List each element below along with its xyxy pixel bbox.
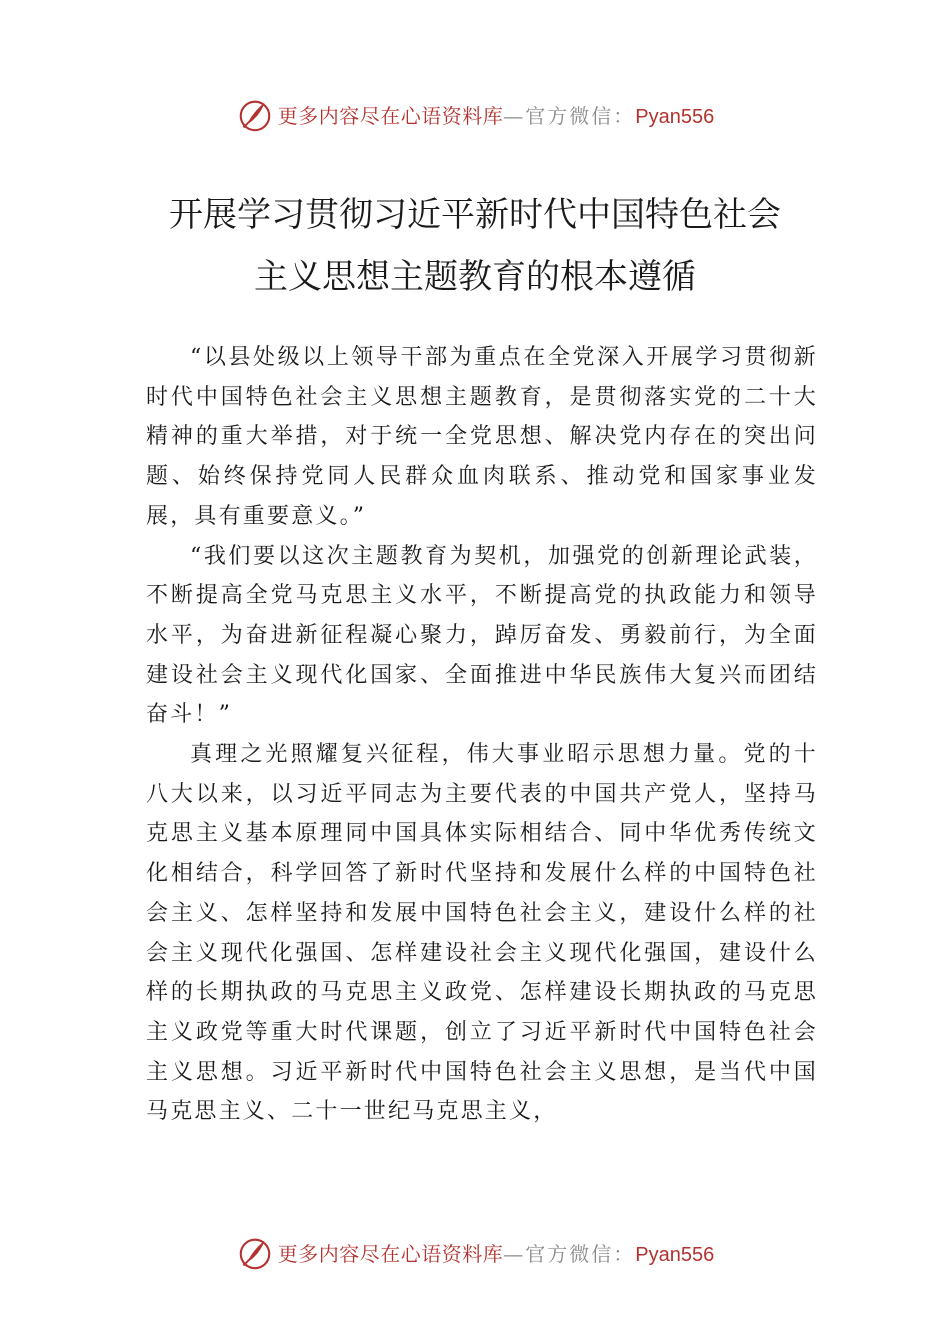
title-line-2: 主义思想主题教育的根本遵循 — [254, 257, 696, 297]
banner-official-label: —官方微信： — [503, 1241, 636, 1266]
paragraph-quote-2: “我们要以这次主题教育为契机，加强党的创新理论武装，不断提高全党马克思主义水平，不断提高党的执政能力和领导水平，为奋进新征程凝心聚力，踔厉奋发、勇毅前行，为全面建设社会主义现代化国家、全面推进中华民族伟大复兴而团结奋斗！” — [146, 543, 818, 728]
paragraph-body: 真理之光照耀复兴征程，伟大事业昭示思想力量。党的十八大以来，以习近平同志为主要代表的中国共产党人，坚持马克思主义基本原理同中国具体实际相结合、同中华优秀传统文化相结合，科学回答了新时代坚持和发展什么样的中国特色社会主义、怎样坚持和发展中国特色社会主义，建设什么样的社会主义现代化强国、怎样建设社会主义现代化强国，建设什么样的长期执政的马克思主义政党、怎样建设长期执政的马克思主义政党等重大时代课题，创立了习近平新时代中国特色社会主义思想。习近平新时代中国特色社会主义思想，是当代中国马克思主义、二十一世纪马克思主义， — [146, 742, 818, 1125]
banner-account-id: Pyan556 — [635, 1243, 715, 1266]
document-body — [146, 338, 818, 1132]
header-banner — [0, 92, 950, 136]
document-title — [0, 184, 950, 308]
title-line-1: 开展学习贯彻习近平新时代中国特色社会 — [169, 195, 781, 235]
banner-account-id: Pyan556 — [635, 105, 715, 128]
quill-logo-icon — [236, 95, 274, 133]
footer-banner — [0, 1230, 950, 1274]
quill-logo-icon — [236, 1233, 274, 1271]
paragraph-quote-1: “以县处级以上领导干部为重点在全党深入开展学习贯彻新时代中国特色社会主义思想主题教育，是贯彻落实党的二十大精神的重大举措，对于统一全党思想、解决党内存在的突出问题、始终保持党同人民群众血肉联系、推动党和国家事业发展，具有重要意义。” — [146, 345, 818, 529]
banner-brand-text: 更多内容尽在心语资料库 — [277, 103, 504, 128]
banner-official-label: —官方微信： — [503, 103, 636, 128]
banner-brand-text: 更多内容尽在心语资料库 — [277, 1241, 504, 1266]
